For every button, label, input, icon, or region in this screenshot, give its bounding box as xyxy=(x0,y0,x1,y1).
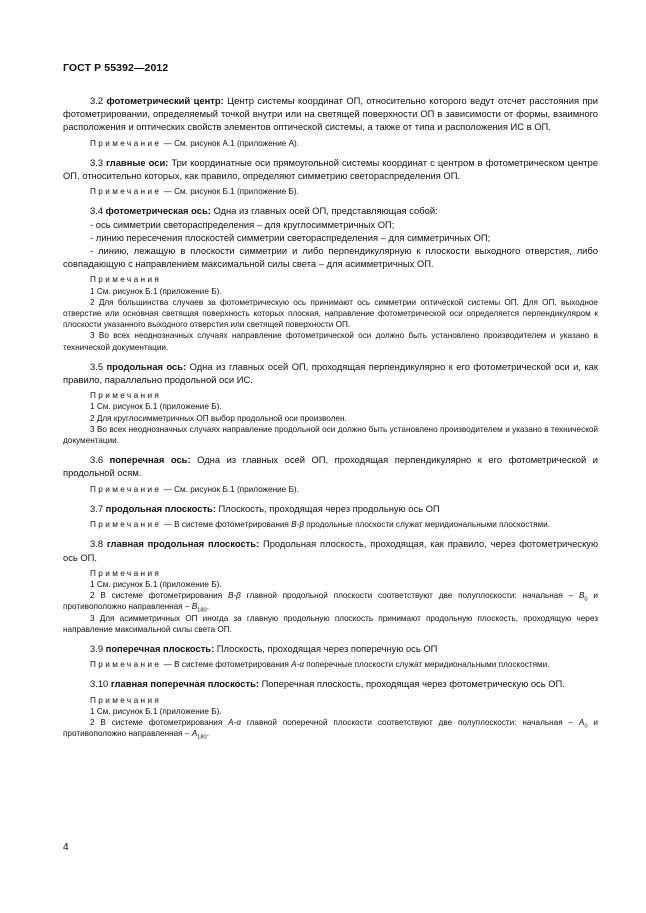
definition-3-5: 3.5 продольная ось: Одна из главных осей ОП, проходящая перпендикулярно к его фотометрической оси и, как правило, параллельно продольной оси ИС. xyxy=(63,360,598,386)
note-item: 1 См. рисунок Б.1 (приложение Б). xyxy=(90,706,222,716)
note-3-6: Примечание — См. рисунок Б.1 (приложение Б). xyxy=(90,484,299,494)
definition-3-8: 3.8 главная продольная плоскость: Продольная плоскость, проходящая, как правило, через фотометрическую ось ОП. xyxy=(63,538,598,563)
notes-3-4: Примечания 1 См. рисунок Б.1 (приложение Б). 2 Для большинства случаев за фотометрическую ось принимают ось симметрии оптической системы ОП. Для ОП, выходное отверстие или основная светящая поверхность которых плоская, направление фотометрической оси определяется перпендикуляром к плоскости указанного выходного отверстия или светящей поверхности ОП. 3 Во всех неоднозначных случаях направление фотометрической оси должно быть установлено производителем и указано в технической документации. xyxy=(63,275,598,352)
note-item: 2 Для большинства случаев за фотометрическую ось принимают ось симметрии оптической системы ОП. Для ОП, выходное отверстие или основная светящая поверхность которых плоская, направление фотометрической оси определяется перпендикуляром к плоскости указанного выходного отверстия или светящей поверхности ОП. xyxy=(63,297,598,330)
term: продольная ось: xyxy=(106,360,187,372)
content-body xyxy=(63,94,598,746)
definition-3-7: 3.7 продольная плоскость: Плоскость, проходящая через продольную ось ОП xyxy=(90,502,440,514)
notes-3-10: Примечания 1 См. рисунок Б.1 (приложение Б). 2 В системе фотометрирования A-α главной поперечной плоскости соответствуют две полуплоскости: начальная – $A_0$ и противоположно направленная – $A_{180}$. xyxy=(63,695,598,741)
list-item: - линию пересечения плоскостей симметрии светораспределения – для симметричных ОП; xyxy=(90,231,491,243)
note-3-9: Примечание — В системе фотометрирования A-α поперечные плоскости служат меридиональными плоскостями. xyxy=(90,660,550,670)
note-item: 3 Во всех неоднозначных случаях направление продольной оси должно быть установлено производителем и указано в технической документации. xyxy=(63,424,598,446)
notes-3-5: Примечания 1 См. рисунок Б.1 (приложение Б). 2 Для круглосимметричных ОП выбор продольной оси произволен. 3 Во всех неоднозначных случаях направление продольной оси должно быть установлено производителем и указано в технической документации. xyxy=(63,391,598,446)
term: фотометрическая ось: xyxy=(105,205,211,217)
term: поперечная ось: xyxy=(109,454,191,466)
definition-3-9: 3.9 поперечная плоскость: Плоскость, проходящая через поперечную ось ОП xyxy=(90,642,438,654)
note-item: 2 Для круглосимметричных ОП выбор продольной оси произволен. xyxy=(90,413,347,423)
note-3-7: Примечание — В системе фотометрирования B-β продольные плоскости служат меридиональными плоскостями. xyxy=(90,520,551,530)
definition-3-10: 3.10 главная поперечная плоскость: Поперечная плоскость, проходящая через фотометрическую ось ОП. xyxy=(90,678,565,690)
term: продольная плоскость: xyxy=(105,502,216,514)
note-3-3: Примечание — См. рисунок Б.1 (приложение Б). xyxy=(90,187,299,197)
note-3-2: Примечание — См. рисунок А.1 (приложение А). xyxy=(90,138,300,148)
definition-3-3: 3.3 главные оси: Три координатные оси прямоугольной системы координат с центром в фотометрическом центре ОП, относительно которых, как правило, определяют симметрию светораспределения ОП. xyxy=(63,156,598,182)
term: поперечная плоскость: xyxy=(105,642,215,654)
note-item: 1 См. рисунок Б.1 (приложение Б). xyxy=(90,579,222,589)
definition-3-2: 3.2 фотометрический центр: Центр системы координат ОП, относительно которого ведут отсчет расстояния при фотометрировании, определяемый точкой внутри или на светящей поверхности ОП в зависимости от формы, взаимного расположения и оптических свойств элементов оптической системы, а также от типа и расположения ИС в ОП. xyxy=(63,95,598,133)
note-item: 1 См. рисунок Б.1 (приложение Б). xyxy=(90,286,222,296)
standard-header: ГОСТ Р 55392—2012 xyxy=(63,62,169,74)
notes-3-8: Примечания 1 См. рисунок Б.1 (приложение Б). 2 В системе фотометрирования B-β главной продольной плоскости соответствуют две полуплоскости: начальная – $B_0$ и противоположно направленная – $B_{180}$. 3 Для асимметричных ОП иногда за главную продольную плоскость принимают продольную плоскость, проходящую через направление максимальной силы света ОП. xyxy=(63,568,598,634)
note-item: 3 Для асимметричных ОП иногда за главную продольную плоскость принимают продольную плоскость, проходящую через направление максимальной силы света ОП. xyxy=(63,613,598,634)
note-item: 1 См. рисунок Б.1 (приложение Б). xyxy=(90,402,222,412)
term: главная продольная плоскость: xyxy=(106,538,260,550)
note-item: 2 В системе фотометрирования B-β главной продольной плоскости соответствуют две полуплоскости: начальная – $B_0$ и противоположно направленная – $B_{180}$. xyxy=(63,591,598,614)
definition-3-6: 3.6 поперечная ось: Одна из главных осей ОП, проходящая перпендикулярно к его фотометрической и продольной осям. xyxy=(63,454,598,479)
note-item: 3 Во всех неоднозначных случаях направление фотометрической оси должно быть установлено производителем и указано в технической документации. xyxy=(63,331,598,352)
page-number: 4 xyxy=(63,842,69,853)
definition-3-4: 3.4 фотометрическая ось: Одна из главных осей ОП, представляющая собой: xyxy=(90,205,438,217)
term: главная поперечная плоскость: xyxy=(110,678,259,690)
note-item: 2 В системе фотометрирования A-α главной поперечной плоскости соответствуют две полуплоскости: начальная – $A_0$ и противоположно направленная – $A_{180}$. xyxy=(63,717,598,741)
list-item: - ось симметрии светораспределения – для круглосимметричных ОП; xyxy=(90,218,395,230)
list-item: - линию, лежащую в плоскости симметрии и либо перпендикулярную к плоскости выходного отверстия, либо совпадающую с направлением максимальной силы света – для асимметричных ОП. xyxy=(63,245,598,270)
term: главные оси: xyxy=(106,156,169,168)
term: фотометрический центр: xyxy=(106,95,224,106)
